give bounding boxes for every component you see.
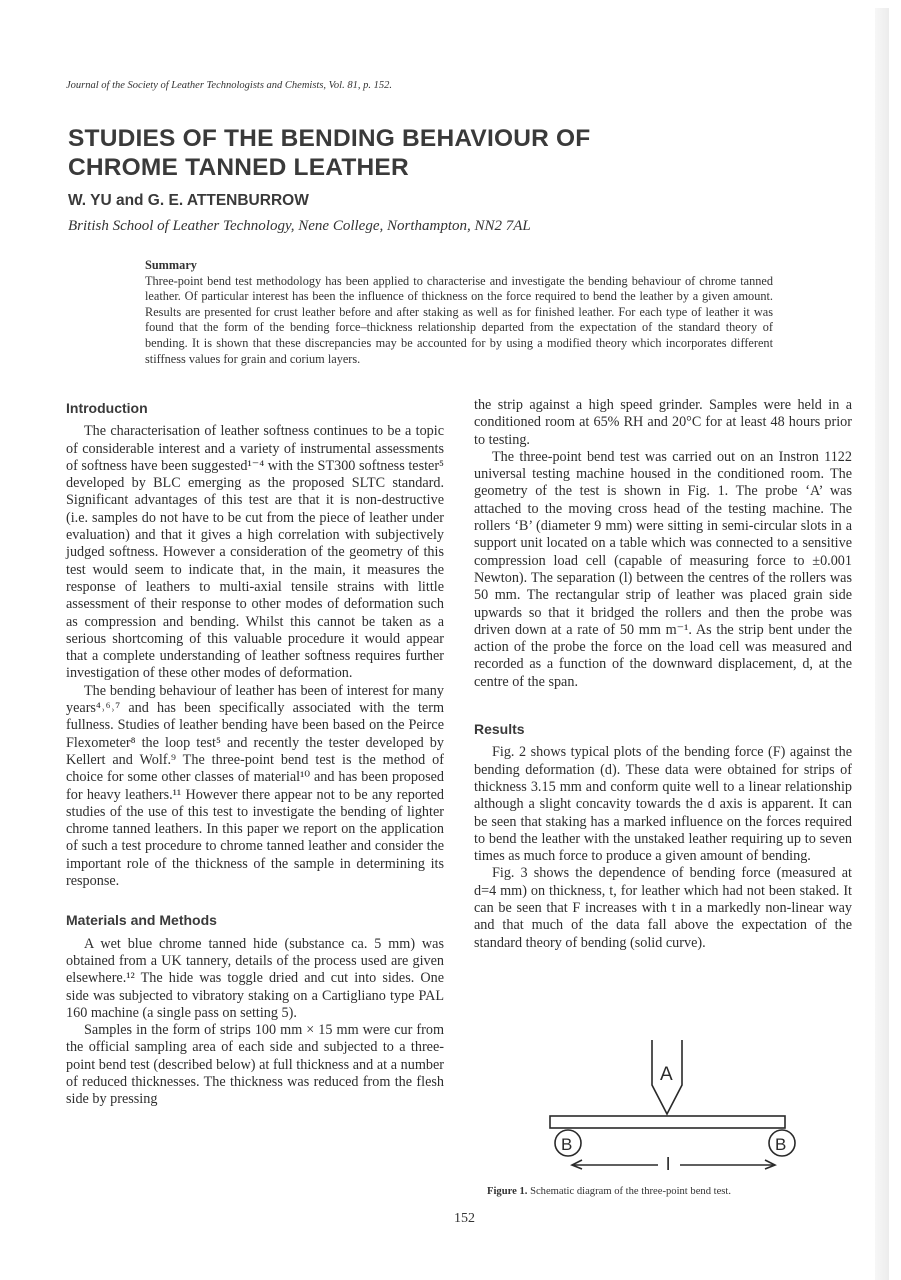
methods-paragraph-2: Samples in the form of strips 100 mm × 15 mm were cur from the official sampling area of each side and subjected to a three-point bend test (described below) at full thickness and at a number of reduced thicknesses. The thickness was reduced from the flesh side by pressing [66, 1022, 444, 1108]
summary-block [145, 258, 773, 367]
results-paragraph-1: Fig. 2 shows typical plots of the bending force (F) against the bending deformation (d). These data were obtained for strips of thickness 3.15 mm and conform quite well to a linear relationship although a slight concavity towards the d axis is apparent. It can be seen that staking has a marked influence on the forces required to bend the leather with the unstaked leather requiring up to seven times as much force to produce a given amount of bending. [474, 744, 852, 865]
article-title: STUDIES OF THE BENDING BEHAVIOUR OF CHROME TANNED LEATHER [68, 125, 591, 181]
page-number: 152 [454, 1211, 475, 1226]
results-paragraph-2: Fig. 3 shows the dependence of bending force (measured at d=4 mm) on thickness, t, for leather which had not been staked. It can be seen that F increases with t in a markedly non-linear way and that much of the data fall above the expectation of the standard theory of bending (solid curve). [474, 865, 852, 951]
intro-paragraph-2: The bending behaviour of leather has been of interest for many years⁴˒⁶˒⁷ and has been specifically associated with the term fullness. Studies of leather bending have been based on the Peirce Flexometer⁸ the loop test⁵ and recently the tester developed by Kellert and Wolf.⁹ The three-point bend test is the method of choice for some other classes of material¹⁰ and has been proposed for heavy leathers.¹¹ However there appear not to be any reported studies of the use of this test to investigate the bending of lighter chrome tanned leathers. In this paper we report on the application of such a test procedure to chrome tanned leather and consider the important role of the thickness of the sample in determining its response. [66, 682, 444, 890]
figure-1-caption [487, 1186, 731, 1197]
scan-edge-shadow [875, 8, 889, 1280]
right-column [474, 397, 852, 952]
affiliation: British School of Leather Technology, Nene College, Northampton, NN2 7AL [68, 218, 531, 234]
methods-paragraph-1: A wet blue chrome tanned hide (substance ca. 5 mm) was obtained from a UK tannery, details of the process used are given elsewhere.¹² The hide was toggle dried and cut into sides. One side was subjected to vibratory staking on a Cartigliano type PAL 160 machine (a single pass on setting 5). [66, 935, 444, 1021]
leather-strip [550, 1116, 785, 1128]
figure-1-caption-text: Schematic diagram of the three-point bend test. [530, 1186, 731, 1197]
intro-paragraph-1: The characterisation of leather softness continues to be a topic of considerable interest and a variety of instrumental assessments of softness have been suggested¹⁻⁴ with the ST300 softness tester⁵ developed by BLC emerging as the proposed SLTC standard. Significant advantages of this test are that it is non-destructive (i.e. samples do not have to be cut from the piece of leather under evaluation) and that it gives a high correlation with subjectively judged softness. However a consideration of the geometry of this test would seem to indicate that, in the main, it measures the response of leathers to multi-axial tensile strains with little assessment of their response to other modes of deformation such as compression and bending. Whilst this cannot be taken as a serious shortcoming of this valuable procedure it would appear that a complete understanding of leather softness requires further investigation of these other modes of deformation. [66, 423, 444, 682]
left-column [66, 400, 444, 1109]
authors: W. YU and G. E. ATTENBURROW [68, 192, 309, 209]
methods-paragraph-3: The three-point bend test was carried out on an Instron 1122 universal testing machine housed in the conditioned room. The geometry of the test is shown in Fig. 1. The probe ‘A’ was attached to the moving cross head of the testing machine. The rollers ‘B’ (diameter 9 mm) were sitting in semi-circular slots in a support unit located on a table which was connected to a sensitive compression load cell (capable of measuring force to ±0.001 Newton). The separation (l) between the centres of the rollers was 50 mm. The rectangular strip of leather was placed grain side upwards so that it bridged the rollers and then the probe was driven down at a rate of 50 mm m⁻¹. As the strip bent under the action of the probe the force on the load cell was measured and recorded as a function of the downward displacement, d, at the centre of the span. [474, 448, 852, 690]
span-label: l [666, 1155, 671, 1170]
roller-label-left: B [561, 1135, 573, 1154]
methods-paragraph-2-continued: the strip against a high speed grinder. Samples were held in a conditioned room at 65% RH and 20°C for at least 48 hours prior to testing. [474, 397, 852, 448]
running-head: Journal of the Society of Leather Technologists and Chemists, Vol. 81, p. 152. [66, 80, 392, 91]
roller-label-right: B [775, 1135, 787, 1154]
section-heading-materials-methods: Materials and Methods [66, 912, 217, 929]
section-heading-results: Results [474, 721, 525, 738]
section-heading-introduction: Introduction [66, 400, 148, 416]
summary-text: Three-point bend test methodology has been applied to characterise and investigate the bending behaviour of chrome tanned leather. Of particular interest has been the influence of thickness on the force required to bend the leather by a given amount. Results are presented for crust leather before and after staking as well as for finished leather. For each type of leather it was found that the form of the bending force–thickness relationship departed from the expectation of the standard theory of bending. It is shown that these discrepancies may be accounted for by using a modified theory which incorporates different stiffness values for grain and corium layers. [145, 273, 773, 366]
summary-label: Summary [145, 258, 197, 272]
figure-1-diagram [540, 1030, 800, 1170]
figure-1-caption-label: Figure 1. [487, 1186, 528, 1197]
probe-label: A [660, 1064, 673, 1085]
